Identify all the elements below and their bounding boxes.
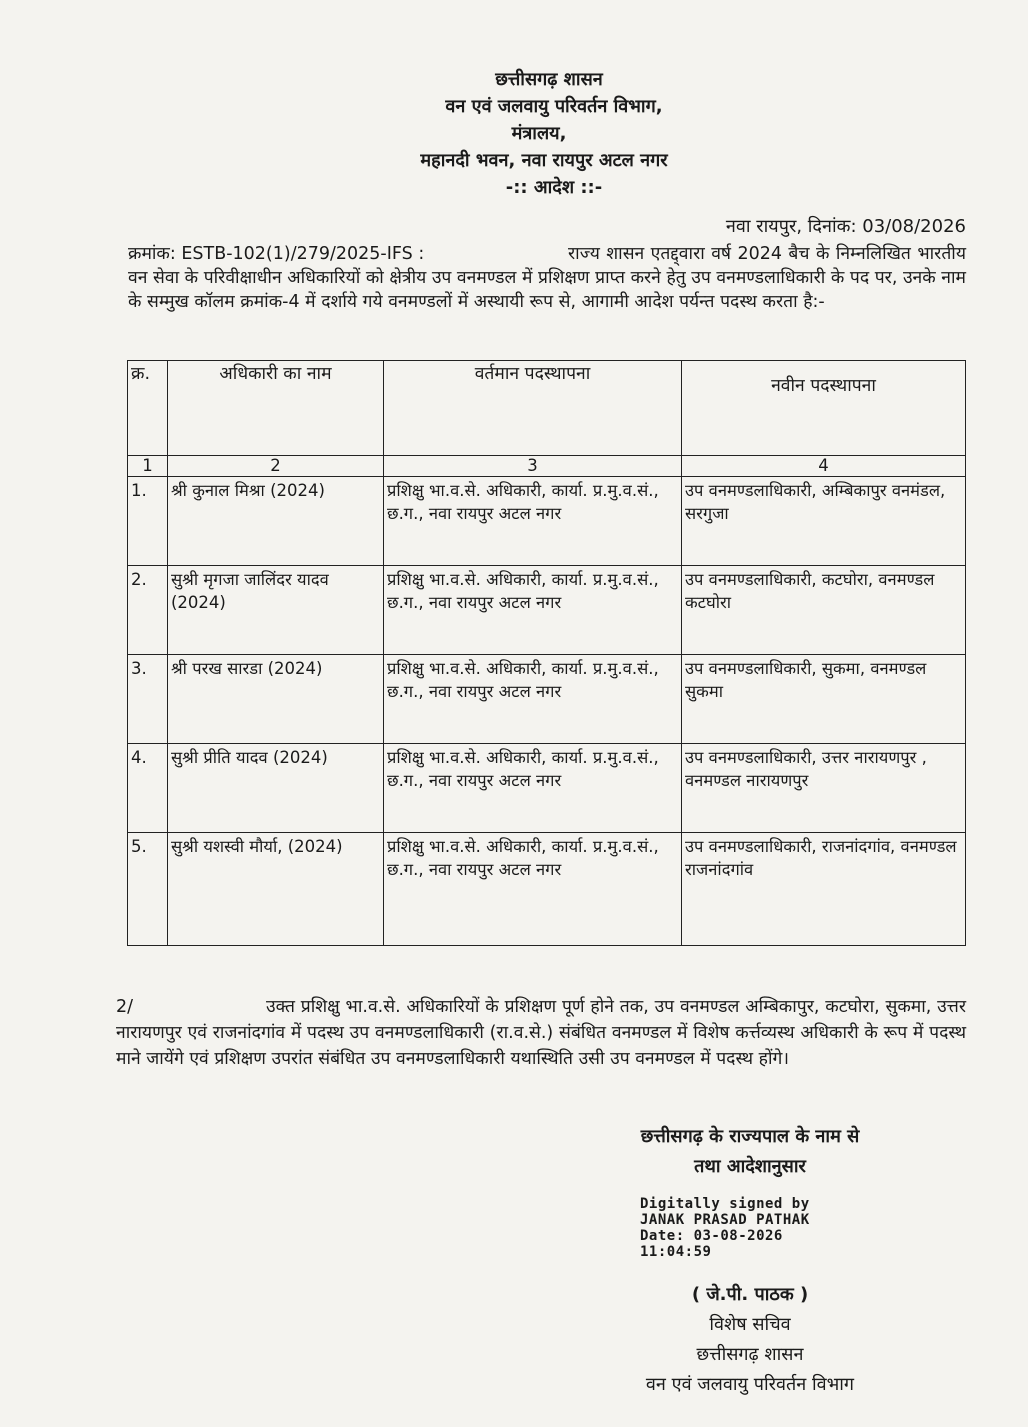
row-current-posting: प्रशिक्षु भा.व.से. अधिकारी, कार्या. प्र.मु.व.सं., छ.ग., नवा रायपुर अटल नगर bbox=[384, 655, 682, 744]
row-serial: 3. bbox=[128, 655, 168, 744]
officer-department: वन एवं जलवायु परिवर्तन विभाग bbox=[645, 1374, 855, 1395]
officer-name: ( जे.पी. पाठक ) bbox=[691, 1284, 809, 1305]
order-paragraph bbox=[128, 242, 966, 314]
governor-line-2: तथा आदेशानुसार bbox=[694, 1156, 806, 1177]
table-row bbox=[128, 477, 966, 566]
column-number: 4 bbox=[682, 456, 966, 477]
table-row bbox=[128, 566, 966, 655]
column-number: 2 bbox=[168, 456, 384, 477]
row-serial: 4. bbox=[128, 744, 168, 833]
order-reference: क्रमांक: ESTB-102(1)/279/2025-IFS : bbox=[128, 244, 425, 264]
column-number: 1 bbox=[128, 456, 168, 477]
row-officer-name: सुश्री प्रीति यादव (2024) bbox=[168, 744, 384, 833]
posting-table bbox=[127, 360, 966, 946]
officer-government: छत्तीसगढ़ शासन bbox=[696, 1344, 804, 1365]
row-officer-name: श्री कुनाल मिश्रा (2024) bbox=[168, 477, 384, 566]
digital-signature bbox=[640, 1196, 810, 1260]
column-number-row bbox=[128, 456, 966, 477]
row-serial: 1. bbox=[128, 477, 168, 566]
row-current-posting: प्रशिक्षु भा.व.से. अधिकारी, कार्या. प्र.मु.व.सं., छ.ग., नवा रायपुर अटल नगर bbox=[384, 477, 682, 566]
paragraph-number: 2/ bbox=[116, 997, 134, 1017]
header-serial: क्र. bbox=[128, 361, 168, 456]
row-serial: 5. bbox=[128, 833, 168, 946]
table-row bbox=[128, 744, 966, 833]
row-officer-name: सुश्री मृगजा जालिंदर यादव (2024) bbox=[168, 566, 384, 655]
row-new-posting: उप वनमण्डलाधिकारी, सुकमा, वनमण्डल सुकमा bbox=[682, 655, 966, 744]
signature-signer: JANAK PRASAD PATHAK bbox=[640, 1212, 810, 1228]
row-new-posting: उप वनमण्डलाधिकारी, अम्बिकापुर वनमंडल, सरगुजा bbox=[682, 477, 966, 566]
row-officer-name: श्री परख सारडा (2024) bbox=[168, 655, 384, 744]
header-new-posting: नवीन पदस्थापना bbox=[682, 361, 966, 456]
order-date: नवा रायपुर, दिनांक: 03/08/2026 bbox=[725, 216, 966, 237]
governor-line-1: छत्तीसगढ़ के राज्यपाल के नाम से bbox=[640, 1126, 860, 1147]
header-current-posting: वर्तमान पदस्थापना bbox=[384, 361, 682, 456]
header-officer-name: अधिकारी का नाम bbox=[168, 361, 384, 456]
row-current-posting: प्रशिक्षु भा.व.से. अधिकारी, कार्या. प्र.मु.व.सं., छ.ग., नवा रायपुर अटल नगर bbox=[384, 744, 682, 833]
table-header-row bbox=[128, 361, 966, 456]
row-serial: 2. bbox=[128, 566, 168, 655]
signature-date: Date: 03-08-2026 bbox=[640, 1228, 783, 1244]
row-current-posting: प्रशिक्षु भा.व.से. अधिकारी, कार्या. प्र.मु.व.सं., छ.ग., नवा रायपुर अटल नगर bbox=[384, 833, 682, 946]
row-new-posting: उप वनमण्डलाधिकारी, राजनांदगांव, वनमण्डल राजनांदगांव bbox=[682, 833, 966, 946]
header-ministry: मंत्रालय, bbox=[511, 123, 567, 144]
row-new-posting: उप वनमण्डलाधिकारी, उत्तर नारायणपुर , वनमण्डल नारायणपुर bbox=[682, 744, 966, 833]
signing-officer bbox=[560, 1280, 940, 1400]
row-current-posting: प्रशिक्षु भा.व.से. अधिकारी, कार्या. प्र.मु.व.सं., छ.ग., नवा रायपुर अटल नगर bbox=[384, 566, 682, 655]
second-paragraph bbox=[116, 994, 966, 1072]
row-new-posting: उप वनमण्डलाधिकारी, कटघोरा, वनमण्डल कटघोरा bbox=[682, 566, 966, 655]
officer-designation: विशेष सचिव bbox=[709, 1314, 791, 1335]
signature-time: 11:04:59 bbox=[640, 1244, 712, 1260]
header-department: वन एवं जलवायु परिवर्तन विभाग, bbox=[445, 96, 663, 117]
letterhead bbox=[0, 66, 1028, 201]
header-order-title: -:: आदेश ::- bbox=[505, 177, 603, 198]
row-officer-name: सुश्री यशस्वी मौर्या, (2024) bbox=[168, 833, 384, 946]
paragraph-text: उक्त प्रशिक्षु भा.व.से. अधिकारियों के प्रशिक्षण पूर्ण होने तक, उप वनमण्डल अम्बिकापुर, कटघोरा, सुकमा, उत्तर नारायणपुर एवं राजनांदगांव में पदस्थ उप वनमण्डलाधिकारी (रा.व.से.) संबंधित वनमण्डल में विशेष कर्त्तव्यस्थ अधिकारी के रूप में पदस्थ माने जायेंगे एवं प्रशिक्षण उपरांत संबंधित उप वनमण्डलाधिकारी यथास्थिति उसी उप वनमण्डल में पदस्थ होंगे। bbox=[116, 997, 966, 1069]
table-row bbox=[128, 833, 966, 946]
signature-line-1: Digitally signed by bbox=[640, 1196, 810, 1212]
governor-order-line bbox=[560, 1122, 940, 1182]
table-row bbox=[128, 655, 966, 744]
header-address: महानदी भवन, नवा रायपुर अटल नगर bbox=[420, 150, 668, 171]
header-government: छत्तीसगढ़ शासन bbox=[495, 69, 603, 90]
order-text: राज्य शासन एतद्द्वारा वर्ष 2024 बैच के निम्नलिखित भारतीय वन सेवा के परिवीक्षाधीन अधिकारियों को क्षेत्रीय उप वनमण्डल में प्रशिक्षण प्राप्त करने हेतु उप वनमण्डलाधिकारी के पद पर, उनके नाम के सम्मुख कॉलम क्रमांक-4 में दर्शाये गये वनमण्डलों में अस्थायी रूप से, आगामी आदेश पर्यन्त पदस्थ करता है:- bbox=[128, 244, 966, 312]
column-number: 3 bbox=[384, 456, 682, 477]
